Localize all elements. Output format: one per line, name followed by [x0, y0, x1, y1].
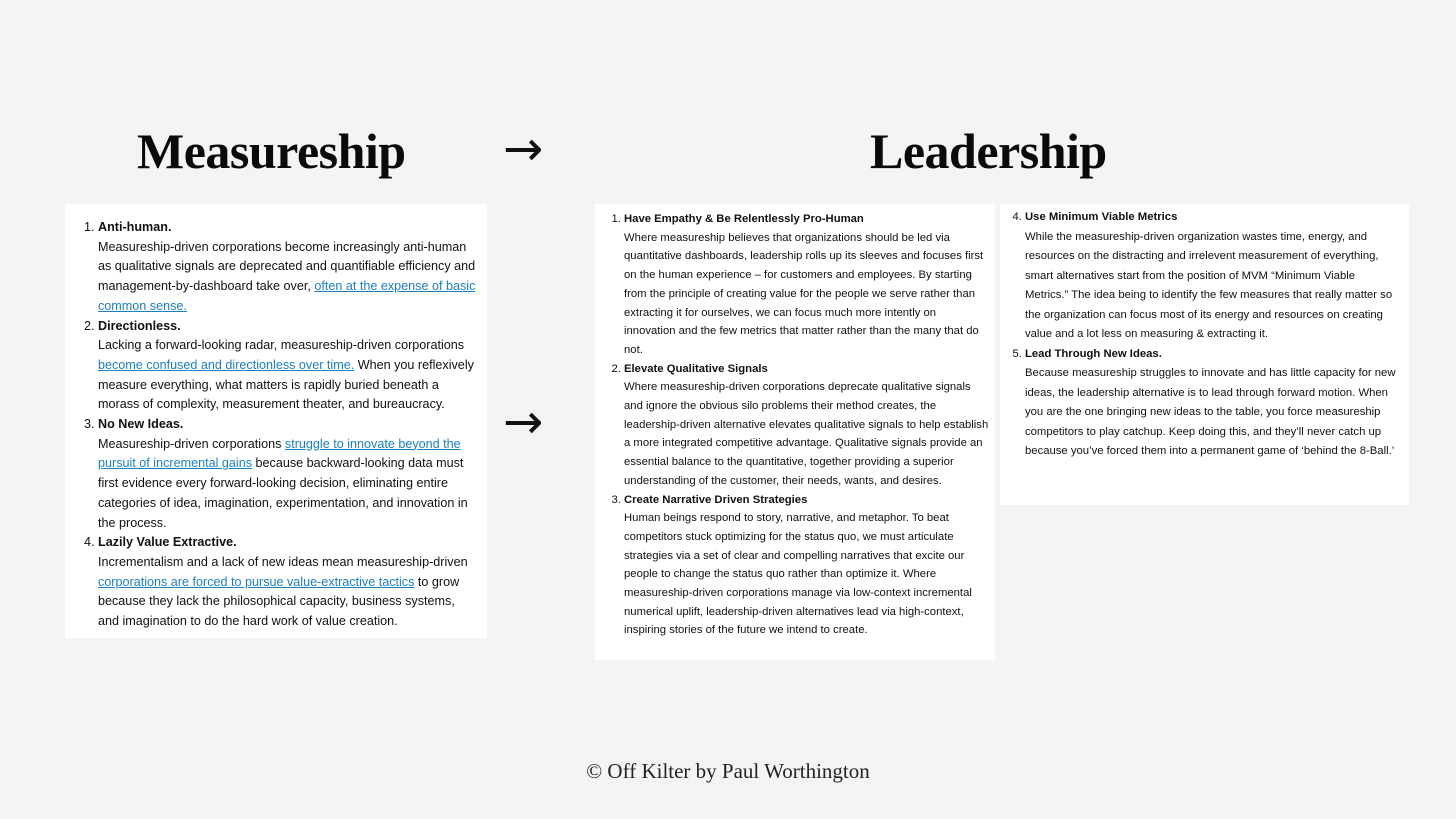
item-title: 5. Lead Through New Ideas.: [1025, 347, 1162, 360]
item-body: Where measureship believes that organizations should be led via quantitative dashboards, leadership rolls up its sleeves and focuses first on the human experience – for customers and employees. By starting from the principle of creating value for the people we serve rather than extracting it for ourselves, we can focus much more intently on innovation and the few metrics that matter rather than the many that do not.: [624, 231, 984, 356]
item-title: 2. Directionless.: [98, 318, 181, 333]
item-link[interactable]: become confused and directionless over time.: [98, 357, 355, 372]
item-title: 4. Lazily Value Extractive.: [98, 535, 237, 550]
item-title: 1. Have Empathy & Be Relentlessly Pro-Human: [624, 213, 864, 225]
item-title: 1. Anti-human.: [98, 220, 172, 234]
measureship-list-panel: [65, 204, 487, 638]
measureship-heading: Measureship: [137, 123, 406, 179]
item-body: Measureship-driven corporations struggle to innovate beyond the pursuit of incremental gains because backward-looking data must first evidence every forward-looking decision, eliminating entire categories of idea, imagination, experimentation, and innovation in the process.: [98, 436, 468, 530]
list-item: [624, 210, 989, 360]
item-body: Because measureship struggles to innovate and has little capacity for new ideas, the leadership alternative is to lead through forward motion. When you are the one bringing new ideas to the table, you force measureship competitors to play catchup. Keep doing this, and they’ll never catch up because you’ve forced them into a permanent game of ‘behind the 8-Ball.’: [1025, 367, 1396, 457]
list-item: [1025, 208, 1401, 345]
list-item: [98, 317, 479, 416]
item-link[interactable]: corporations are forced to pursue value-extractive tactics: [98, 574, 415, 589]
item-title: 3. No New Ideas.: [98, 417, 184, 432]
arrow-right-icon: →: [503, 121, 544, 177]
leadership-list-panel-1: [595, 204, 995, 660]
list-item: [1025, 345, 1401, 462]
item-title: 4. Use Minimum Viable Metrics: [1025, 211, 1178, 223]
item-link[interactable]: often at the expense of basic common sense.: [98, 279, 476, 313]
list-item: [98, 415, 479, 533]
item-link[interactable]: struggle to innovate beyond the pursuit of incremental gains: [98, 436, 461, 471]
list-item: [624, 491, 989, 641]
item-body: Measureship-driven corporations become increasingly anti-human as qualitative signals are deprecated and quantifiable efficiency and management-by-dashboard take over, often at the expense of basic common sense.: [98, 239, 476, 313]
measureship-list: [82, 218, 479, 632]
item-body: Lacking a forward-looking radar, measureship-driven corporations become confused and directionless over time. When you reflexively measure everything, what matters is rapidly buried beneath a morass of complexity, measurement theater, and bureaucracy.: [98, 338, 474, 412]
list-item: [98, 218, 479, 317]
list-item: [98, 533, 479, 632]
item-body: Where measureship-driven corporations deprecate qualitative signals and ignore the obvious silo problems their method creates, the leadership-driven alternative elevates qualitative signals to help establish a more integrated competitive advantage. Qualitative signals provide an essential balance to the quantitative, together providing a superior understanding of the customer, their needs, wants, and desires.: [624, 381, 989, 487]
leadership-list-continued: [1009, 208, 1401, 462]
item-body: While the measureship-driven organization wastes time, energy, and resources on the distracting and irrelevent measurement of everything, smart alternatives start from the position of MVM “Minimum Viable Metrics.” The idea being to identify the few measures that really matter so the organization can focus most of its energy and resources on creating value and a lot less on measuring & extracting it.: [1025, 230, 1393, 340]
leadership-list: [608, 210, 989, 640]
item-body: Incrementalism and a lack of new ideas mean measureship-driven corporations are forced to pursue value-extractive tactics to grow because they lack the philosophical capacity, business systems, and imagination to do the hard work of value creation.: [98, 554, 468, 629]
leadership-list-panel-2: [1000, 204, 1409, 505]
list-item: [624, 360, 989, 491]
item-body: Human beings respond to story, narrative, and metaphor. To beat competitors stuck optimizing for the status quo, we must articulate strategies via a set of clear and compelling narratives that excite our people to change the status quo rather than optimize it. Where measureship-driven corporations manage via low-context incremental numerical uplift, leadership-driven alternatives lead via high-context, inspiring stories of the future we intend to create.: [624, 512, 972, 637]
item-title: 2. Elevate Qualitative Signals: [624, 362, 768, 375]
item-title: 3. Create Narrative Driven Strategies: [624, 493, 808, 506]
arrow-right-icon: →: [503, 394, 544, 450]
copyright-footer: © Off Kilter by Paul Worthington: [586, 759, 870, 783]
leadership-heading: Leadership: [870, 123, 1107, 179]
